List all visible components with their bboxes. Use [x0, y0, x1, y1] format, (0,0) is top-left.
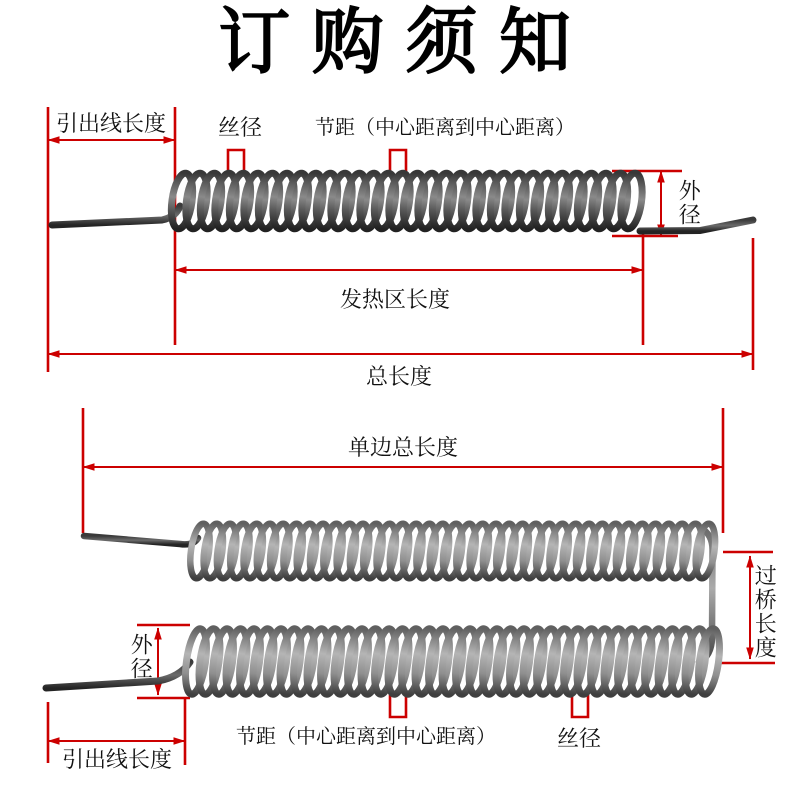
label-heating-zone-length: 发热区长度 [340, 287, 451, 312]
label-wire-diameter-bottom: 丝径 [557, 726, 602, 751]
dimension-lines-top [48, 107, 753, 372]
label-outer-diameter-bottom: 外径 [128, 633, 154, 681]
label-pitch-top: 节距（中心距离到中心距离） [315, 117, 575, 139]
label-pitch-bottom: 节距（中心距离到中心距离） [236, 726, 496, 748]
label-outer-diameter-top: 外径 [676, 179, 702, 227]
label-bridge-length: 过桥长度 [752, 564, 778, 660]
label-single-side-total-length: 单边总长度 [348, 435, 459, 460]
dimension-lines-bottom [48, 408, 778, 765]
coil-springs [168, 172, 723, 696]
label-wire-diameter-top: 丝径 [218, 115, 263, 140]
label-total-length: 总长度 [366, 364, 433, 389]
page-title: 订购须知 [218, 3, 593, 83]
label-lead-wire-length-top: 引出线长度 [56, 111, 167, 136]
label-lead-wire-length-bottom: 引出线长度 [62, 747, 173, 772]
